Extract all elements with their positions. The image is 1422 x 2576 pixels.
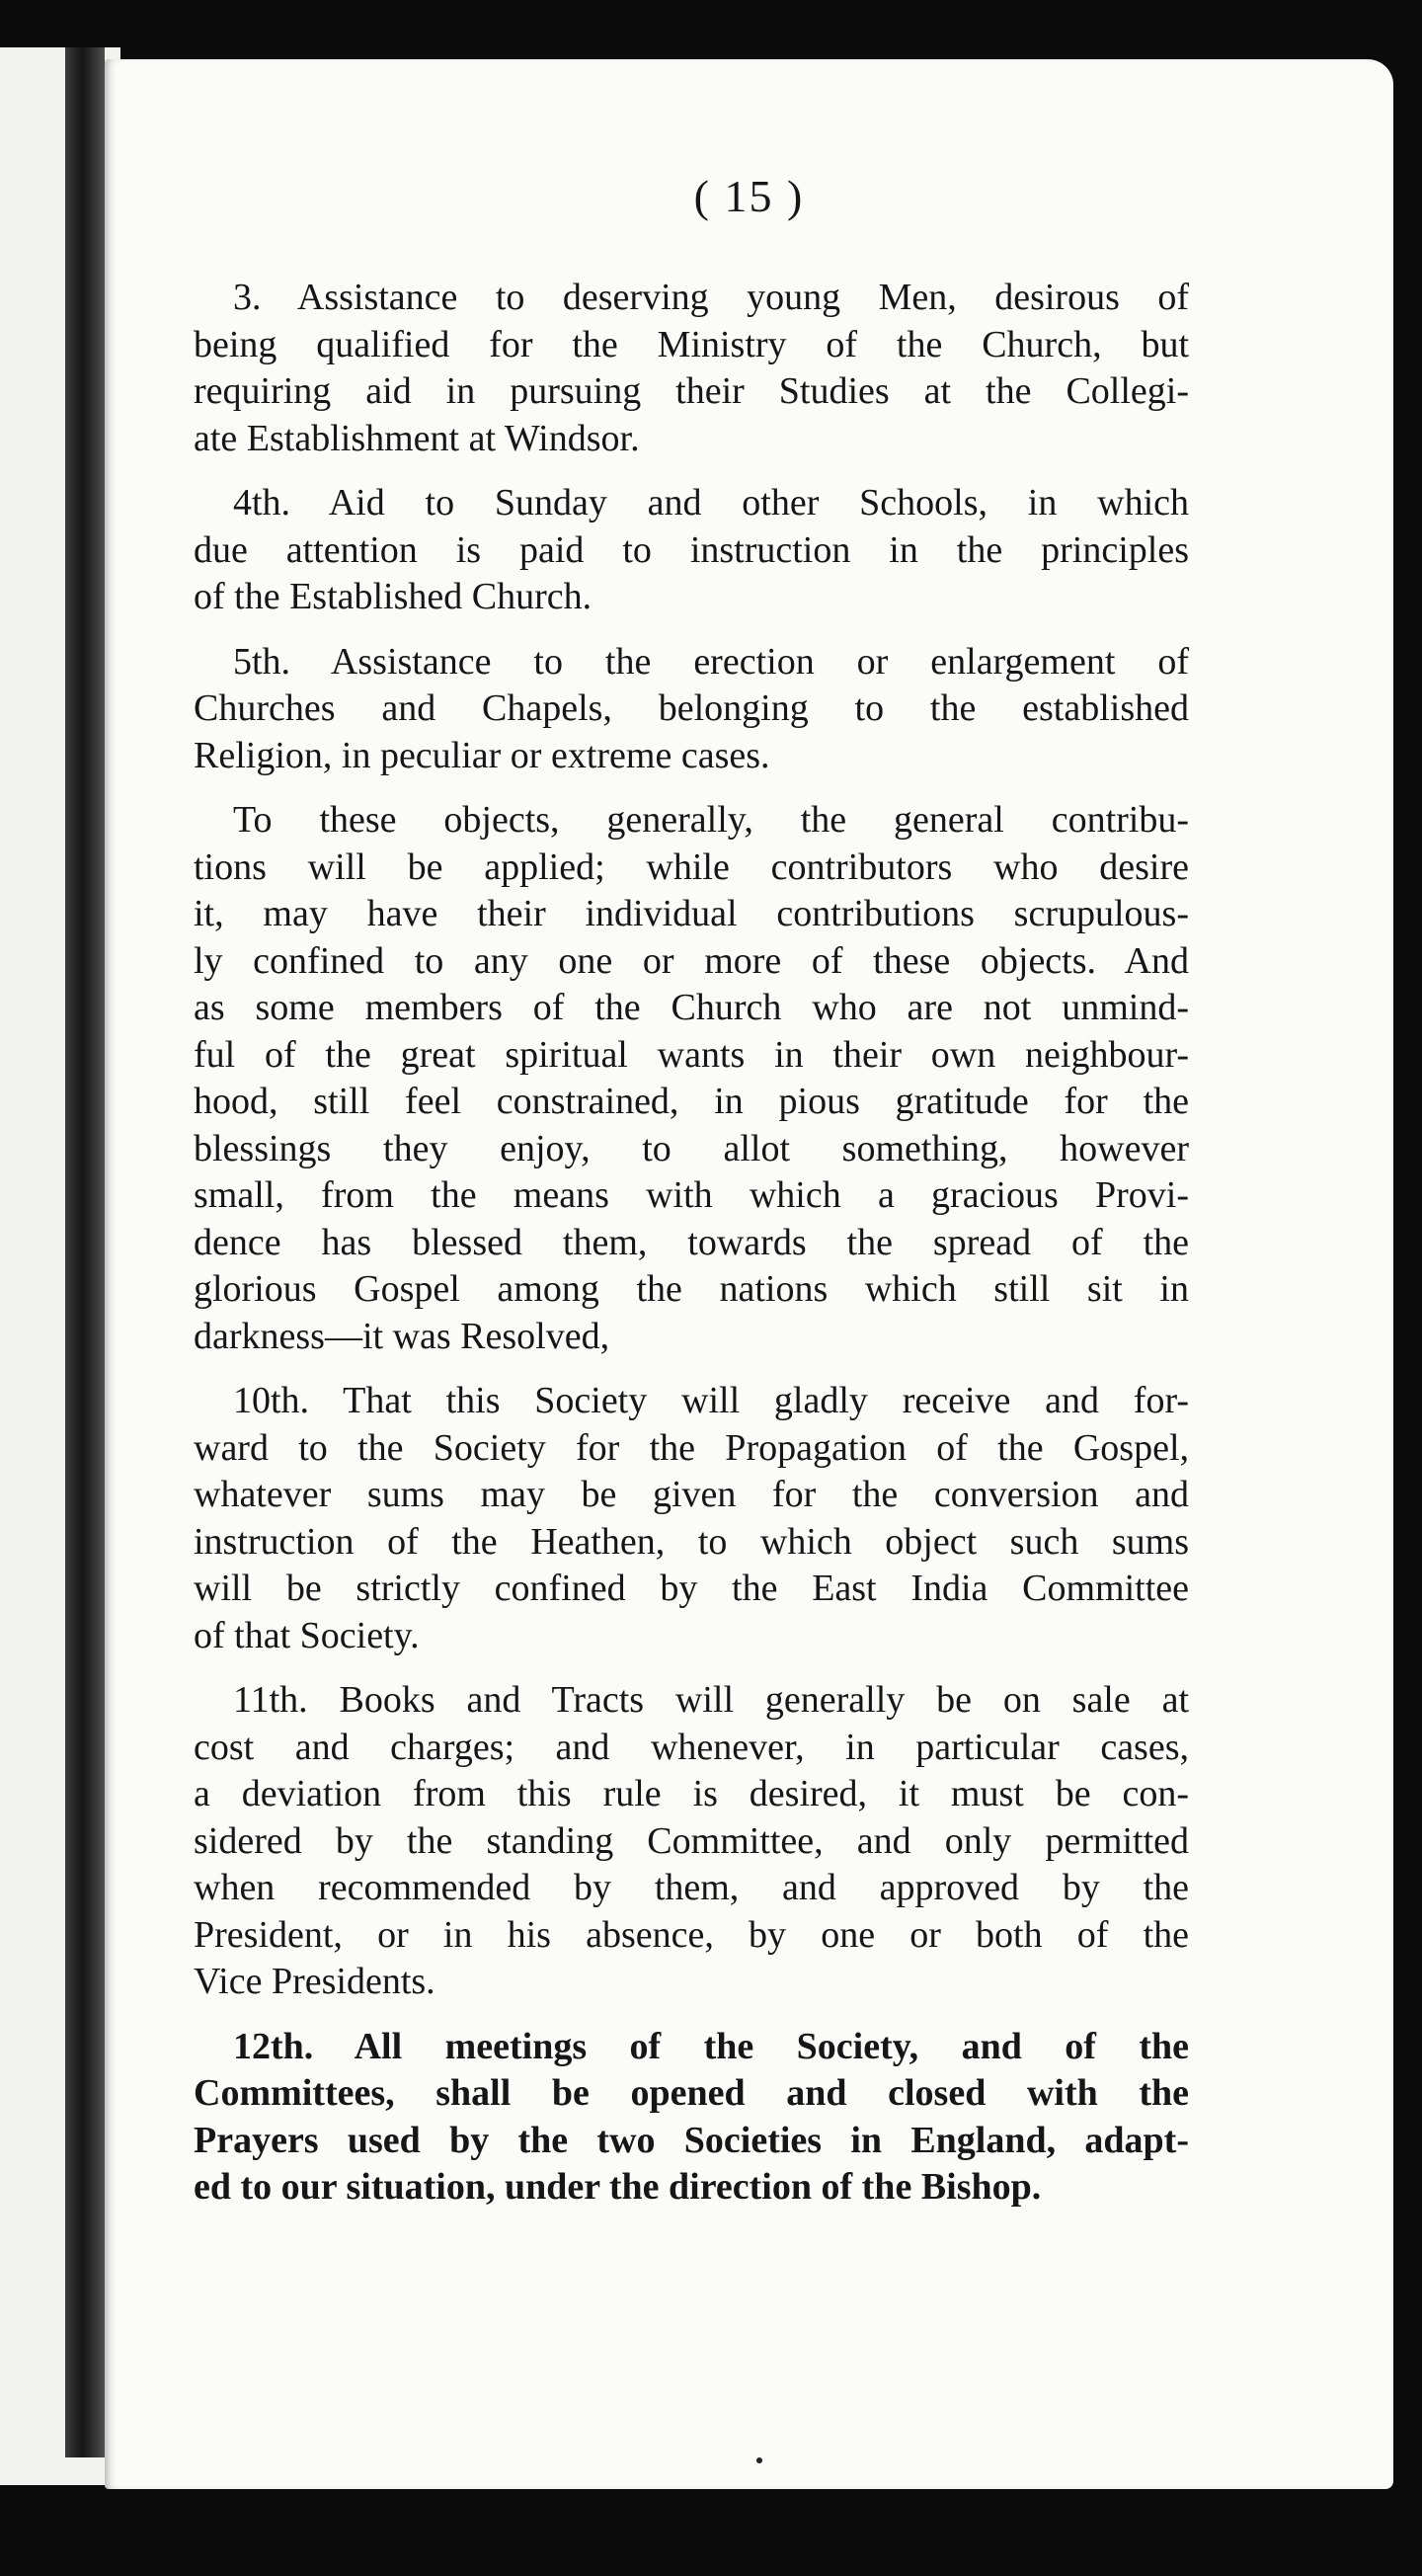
text-line: blessings they enjoy, to allot something, however (194, 1127, 1189, 1169)
text-line: a deviation from this rule is desired, it must be con- (194, 1773, 1189, 1814)
ink-speck (756, 2457, 762, 2463)
text-line: of the Established Church. (194, 576, 592, 617)
text-line: cost and charges; and whenever, in particular cases, (194, 1726, 1189, 1768)
text-line: Prayers used by the two Societies in England, adapt- (194, 2119, 1189, 2161)
text-line: 5th. Assistance to the erection or enlargement of (233, 640, 1189, 683)
text-line: as some members of the Church who are not unmind- (194, 987, 1189, 1028)
text-line: due attention is paid to instruction in the principles (194, 528, 1189, 571)
text-line: Churches and Chapels, belonging to the established (194, 687, 1189, 729)
paragraph-item-4 (194, 480, 1189, 621)
paragraph-item-11 (194, 1677, 1189, 2006)
text-line: ed to our situation, under the direction of the Bishop. (194, 2166, 1042, 2208)
text-line: glorious Gospel among the nations which still sit in (194, 1268, 1189, 1310)
paragraph-item-5 (194, 639, 1189, 780)
text-line: will be strictly confined by the East India Committee (194, 1568, 1189, 1609)
text-line: ly confined to any one or more of these objects. And (194, 939, 1189, 982)
paragraph-item-12 (194, 2024, 1189, 2212)
text-line: it, may have their individual contributions scrupulous- (194, 893, 1189, 934)
text-line: being qualified for the Ministry of the Church, but (194, 323, 1189, 365)
book-gutter (65, 47, 105, 2457)
text-line: ful of the great spiritual wants in their own neighbour- (194, 1033, 1189, 1076)
text-line: sidered by the standing Committee, and only permitted (194, 1819, 1189, 1862)
text-line: darkness—it was Resolved, (194, 1315, 610, 1357)
text-line: of that Society. (194, 1614, 420, 1656)
text-line: 11th. Books and Tracts will generally be on sale at (233, 1679, 1189, 1721)
text-line: 12th. All meetings of the Society, and of the (233, 2025, 1189, 2067)
text-line: ate Establishment at Windsor. (194, 417, 640, 459)
text-line: tions will be applied; while contributors who desire (194, 845, 1189, 888)
text-line: dence has blessed them, towards the spread of the (194, 1221, 1189, 1263)
text-line: President, or in his absence, by one or both of the (194, 1913, 1189, 1956)
page-body (194, 275, 1189, 2229)
text-line: Religion, in peculiar or extreme cases. (194, 734, 770, 776)
text-line: 3. Assistance to deserving young Men, desirous of (233, 277, 1189, 318)
text-line: small, from the means with which a gracious Provi- (194, 1174, 1189, 1216)
text-line: ward to the Society for the Propagation of the Gospel, (194, 1426, 1189, 1469)
text-line: requiring aid in pursuing their Studies at the Collegi- (194, 370, 1189, 412)
text-line: whatever sums may be given for the conversion and (194, 1474, 1189, 1515)
paragraph-item-10 (194, 1378, 1189, 1659)
text-line: hood, still feel constrained, in pious gratitude for the (194, 1081, 1189, 1122)
page-number: ( 15 ) (693, 171, 805, 221)
paragraph-objects-paragraph (194, 797, 1189, 1360)
text-line: 10th. That this Society will gladly receive and for- (233, 1380, 1189, 1421)
text-line: instruction of the Heathen, to which object such sums (194, 1520, 1189, 1563)
paragraph-item-3 (194, 275, 1189, 462)
text-line: when recommended by them, and approved by the (194, 1867, 1189, 1908)
text-line: 4th. Aid to Sunday and other Schools, in which (233, 482, 1189, 523)
text-line: To these objects, generally, the general contribu- (233, 799, 1189, 841)
text-line: Committees, shall be opened and closed with the (194, 2072, 1189, 2114)
book-page (105, 59, 1393, 2489)
text-line: Vice Presidents. (194, 1961, 435, 2002)
